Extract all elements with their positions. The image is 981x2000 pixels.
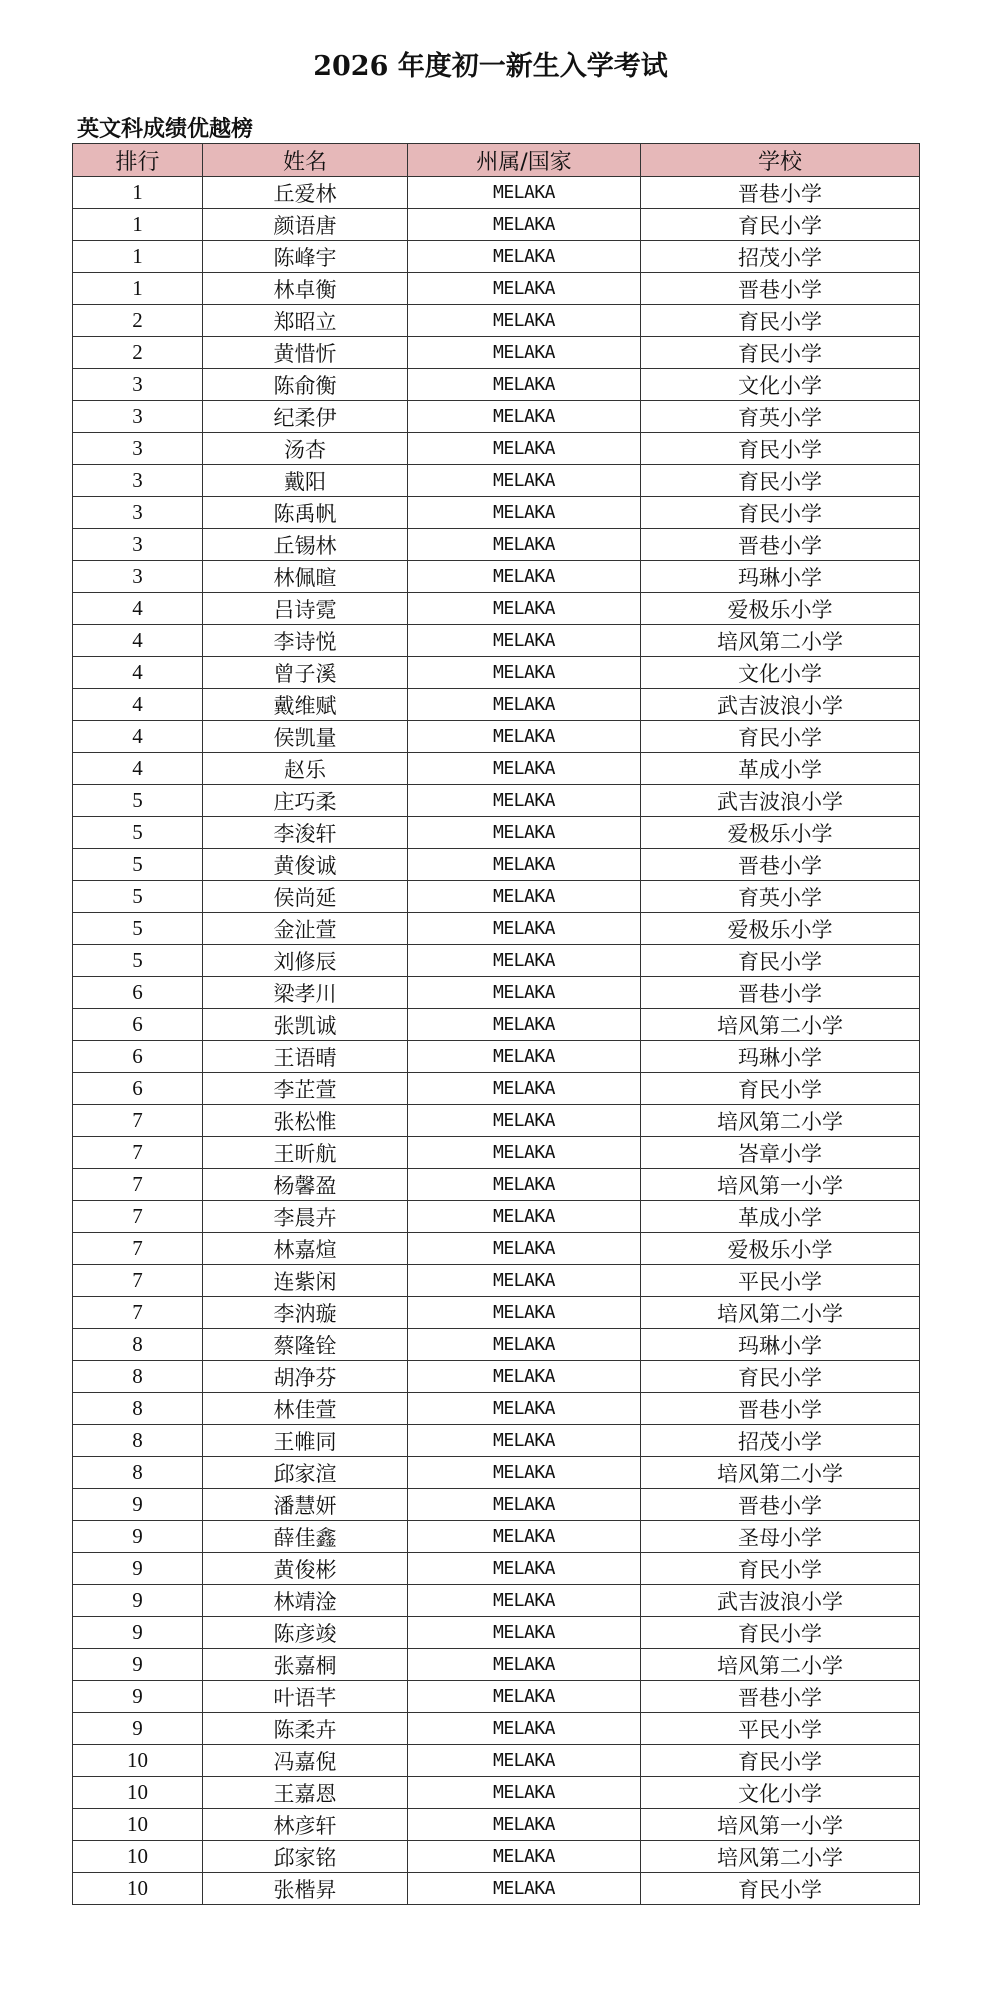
rank-cell: 4 xyxy=(73,721,203,753)
school-cell: 育民小学 xyxy=(641,209,920,241)
state-cell: MELAKA xyxy=(408,465,641,497)
school-cell: 招茂小学 xyxy=(641,241,920,273)
rank-cell: 4 xyxy=(73,753,203,785)
name-cell: 金沚萱 xyxy=(203,913,408,945)
header-rank: 排行 xyxy=(73,144,203,177)
table-row xyxy=(73,1649,920,1681)
rank-cell: 9 xyxy=(73,1553,203,1585)
state-cell: MELAKA xyxy=(408,913,641,945)
name-cell: 汤杏 xyxy=(203,433,408,465)
name-cell: 杨馨盈 xyxy=(203,1169,408,1201)
name-cell: 林佳萱 xyxy=(203,1393,408,1425)
table-row xyxy=(73,721,920,753)
school-cell: 育民小学 xyxy=(641,433,920,465)
name-cell: 张嘉桐 xyxy=(203,1649,408,1681)
header-school: 学校 xyxy=(641,144,920,177)
table-row xyxy=(73,1361,920,1393)
name-cell: 陈柔卉 xyxy=(203,1713,408,1745)
state-cell: MELAKA xyxy=(408,1105,641,1137)
rank-cell: 1 xyxy=(73,273,203,305)
table-row xyxy=(73,1041,920,1073)
state-cell: MELAKA xyxy=(408,1073,641,1105)
table-header-row xyxy=(73,144,920,177)
name-cell: 陈俞衡 xyxy=(203,369,408,401)
table-row xyxy=(73,1393,920,1425)
table-row xyxy=(73,689,920,721)
table-row xyxy=(73,1841,920,1873)
rank-cell: 2 xyxy=(73,337,203,369)
rank-cell: 10 xyxy=(73,1745,203,1777)
name-cell: 赵乐 xyxy=(203,753,408,785)
name-cell: 张松惟 xyxy=(203,1105,408,1137)
school-cell: 爱极乐小学 xyxy=(641,1233,920,1265)
state-cell: MELAKA xyxy=(408,945,641,977)
rank-cell: 1 xyxy=(73,241,203,273)
state-cell: MELAKA xyxy=(408,1361,641,1393)
name-cell: 曾子溪 xyxy=(203,657,408,689)
name-cell: 黄俊彬 xyxy=(203,1553,408,1585)
name-cell: 侯尚延 xyxy=(203,881,408,913)
name-cell: 王嘉恩 xyxy=(203,1777,408,1809)
state-cell: MELAKA xyxy=(408,337,641,369)
name-cell: 丘锡林 xyxy=(203,529,408,561)
table-row xyxy=(73,1297,920,1329)
table-row xyxy=(73,529,920,561)
school-cell: 晋巷小学 xyxy=(641,1681,920,1713)
rank-cell: 4 xyxy=(73,689,203,721)
state-cell: MELAKA xyxy=(408,881,641,913)
rank-cell: 9 xyxy=(73,1489,203,1521)
name-cell: 侯凯量 xyxy=(203,721,408,753)
table-row xyxy=(73,977,920,1009)
name-cell: 吕诗霓 xyxy=(203,593,408,625)
page-title: 2026 年度初一新生入学考试 xyxy=(313,51,668,82)
school-cell: 培风第二小学 xyxy=(641,1105,920,1137)
school-cell: 文化小学 xyxy=(641,1777,920,1809)
state-cell: MELAKA xyxy=(408,1425,641,1457)
rank-cell: 10 xyxy=(73,1809,203,1841)
state-cell: MELAKA xyxy=(408,497,641,529)
table-row xyxy=(73,625,920,657)
state-cell: MELAKA xyxy=(408,529,641,561)
school-cell: 培风第二小学 xyxy=(641,1841,920,1873)
name-cell: 王语晴 xyxy=(203,1041,408,1073)
rank-cell: 6 xyxy=(73,1041,203,1073)
rank-cell: 4 xyxy=(73,625,203,657)
table-row xyxy=(73,1809,920,1841)
table-row xyxy=(73,177,920,209)
rank-cell: 1 xyxy=(73,209,203,241)
state-cell: MELAKA xyxy=(408,1585,641,1617)
state-cell: MELAKA xyxy=(408,849,641,881)
table-row xyxy=(73,1489,920,1521)
rank-cell: 7 xyxy=(73,1265,203,1297)
name-cell: 叶语芊 xyxy=(203,1681,408,1713)
rank-cell: 5 xyxy=(73,849,203,881)
state-cell: MELAKA xyxy=(408,1745,641,1777)
school-cell: 晋巷小学 xyxy=(641,529,920,561)
rank-cell: 3 xyxy=(73,465,203,497)
state-cell: MELAKA xyxy=(408,753,641,785)
rank-cell: 9 xyxy=(73,1617,203,1649)
name-cell: 刘修辰 xyxy=(203,945,408,977)
state-cell: MELAKA xyxy=(408,977,641,1009)
rank-cell: 7 xyxy=(73,1137,203,1169)
state-cell: MELAKA xyxy=(408,177,641,209)
rank-cell: 8 xyxy=(73,1457,203,1489)
table-row xyxy=(73,1009,920,1041)
header-name: 姓名 xyxy=(203,144,408,177)
rank-cell: 4 xyxy=(73,593,203,625)
state-cell: MELAKA xyxy=(408,273,641,305)
school-cell: 育英小学 xyxy=(641,401,920,433)
school-cell: 育民小学 xyxy=(641,337,920,369)
school-cell: 培风第二小学 xyxy=(641,1297,920,1329)
school-cell: 育英小学 xyxy=(641,881,920,913)
name-cell: 李浚轩 xyxy=(203,817,408,849)
state-cell: MELAKA xyxy=(408,1777,641,1809)
name-cell: 林靖淦 xyxy=(203,1585,408,1617)
table-row xyxy=(73,785,920,817)
name-cell: 邱家渲 xyxy=(203,1457,408,1489)
school-cell: 平民小学 xyxy=(641,1713,920,1745)
rank-cell: 7 xyxy=(73,1297,203,1329)
name-cell: 庄巧柔 xyxy=(203,785,408,817)
table-row xyxy=(73,753,920,785)
school-cell: 育民小学 xyxy=(641,1745,920,1777)
name-cell: 张凯诚 xyxy=(203,1009,408,1041)
table-row xyxy=(73,1425,920,1457)
rank-cell: 3 xyxy=(73,529,203,561)
name-cell: 纪柔伊 xyxy=(203,401,408,433)
table-row xyxy=(73,913,920,945)
rank-cell: 6 xyxy=(73,1009,203,1041)
rank-cell: 5 xyxy=(73,881,203,913)
rank-cell: 3 xyxy=(73,561,203,593)
school-cell: 育民小学 xyxy=(641,465,920,497)
state-cell: MELAKA xyxy=(408,1489,641,1521)
table-row xyxy=(73,497,920,529)
table-row xyxy=(73,209,920,241)
table-row xyxy=(73,1681,920,1713)
name-cell: 郑昭立 xyxy=(203,305,408,337)
school-cell: 爱极乐小学 xyxy=(641,913,920,945)
table-row xyxy=(73,305,920,337)
state-cell: MELAKA xyxy=(408,1009,641,1041)
state-cell: MELAKA xyxy=(408,433,641,465)
school-cell: 革成小学 xyxy=(641,1201,920,1233)
name-cell: 陈峰宇 xyxy=(203,241,408,273)
table-row xyxy=(73,1201,920,1233)
school-cell: 培风第二小学 xyxy=(641,625,920,657)
rank-cell: 1 xyxy=(73,177,203,209)
name-cell: 黄俊诚 xyxy=(203,849,408,881)
school-cell: 玛琳小学 xyxy=(641,1041,920,1073)
rank-cell: 9 xyxy=(73,1521,203,1553)
rank-cell: 4 xyxy=(73,657,203,689)
state-cell: MELAKA xyxy=(408,721,641,753)
name-cell: 潘慧妍 xyxy=(203,1489,408,1521)
school-cell: 育民小学 xyxy=(641,305,920,337)
state-cell: MELAKA xyxy=(408,1201,641,1233)
table-row xyxy=(73,945,920,977)
state-cell: MELAKA xyxy=(408,1649,641,1681)
table-row xyxy=(73,369,920,401)
school-cell: 峇章小学 xyxy=(641,1137,920,1169)
name-cell: 李汭璇 xyxy=(203,1297,408,1329)
name-cell: 陈彦竣 xyxy=(203,1617,408,1649)
school-cell: 育民小学 xyxy=(641,1361,920,1393)
school-cell: 培风第一小学 xyxy=(641,1809,920,1841)
school-cell: 育民小学 xyxy=(641,1073,920,1105)
state-cell: MELAKA xyxy=(408,241,641,273)
table-row xyxy=(73,1137,920,1169)
table-row xyxy=(73,465,920,497)
rank-cell: 9 xyxy=(73,1681,203,1713)
state-cell: MELAKA xyxy=(408,1873,641,1905)
rank-cell: 3 xyxy=(73,433,203,465)
state-cell: MELAKA xyxy=(408,401,641,433)
state-cell: MELAKA xyxy=(408,1169,641,1201)
table-row xyxy=(73,1169,920,1201)
name-cell: 林嘉煊 xyxy=(203,1233,408,1265)
table-row xyxy=(73,273,920,305)
table-row xyxy=(73,401,920,433)
name-cell: 黄惜忻 xyxy=(203,337,408,369)
table-row xyxy=(73,1521,920,1553)
list-subtitle: 英文科成绩优越榜 xyxy=(77,117,254,142)
school-cell: 晋巷小学 xyxy=(641,273,920,305)
table-row xyxy=(73,1617,920,1649)
state-cell: MELAKA xyxy=(408,1233,641,1265)
rank-cell: 8 xyxy=(73,1361,203,1393)
state-cell: MELAKA xyxy=(408,1713,641,1745)
school-cell: 玛琳小学 xyxy=(641,561,920,593)
state-cell: MELAKA xyxy=(408,1521,641,1553)
state-cell: MELAKA xyxy=(408,305,641,337)
name-cell: 李芷萱 xyxy=(203,1073,408,1105)
table-row xyxy=(73,1777,920,1809)
name-cell: 张楷昇 xyxy=(203,1873,408,1905)
state-cell: MELAKA xyxy=(408,561,641,593)
school-cell: 育民小学 xyxy=(641,1873,920,1905)
state-cell: MELAKA xyxy=(408,1841,641,1873)
rank-cell: 2 xyxy=(73,305,203,337)
school-cell: 玛琳小学 xyxy=(641,1329,920,1361)
name-cell: 戴维赋 xyxy=(203,689,408,721)
state-cell: MELAKA xyxy=(408,1617,641,1649)
state-cell: MELAKA xyxy=(408,369,641,401)
school-cell: 武吉波浪小学 xyxy=(641,785,920,817)
school-cell: 圣母小学 xyxy=(641,1521,920,1553)
table-row xyxy=(73,337,920,369)
rank-cell: 9 xyxy=(73,1713,203,1745)
school-cell: 招茂小学 xyxy=(641,1425,920,1457)
table-row xyxy=(73,433,920,465)
name-cell: 蔡隆铨 xyxy=(203,1329,408,1361)
name-cell: 李晨卉 xyxy=(203,1201,408,1233)
name-cell: 陈禹帆 xyxy=(203,497,408,529)
name-cell: 冯嘉倪 xyxy=(203,1745,408,1777)
state-cell: MELAKA xyxy=(408,209,641,241)
school-cell: 武吉波浪小学 xyxy=(641,1585,920,1617)
state-cell: MELAKA xyxy=(408,1681,641,1713)
rank-cell: 5 xyxy=(73,945,203,977)
name-cell: 颜语唐 xyxy=(203,209,408,241)
rank-cell: 9 xyxy=(73,1585,203,1617)
school-cell: 文化小学 xyxy=(641,657,920,689)
rank-cell: 8 xyxy=(73,1393,203,1425)
school-cell: 育民小学 xyxy=(641,945,920,977)
name-cell: 胡净芬 xyxy=(203,1361,408,1393)
table-row xyxy=(73,817,920,849)
state-cell: MELAKA xyxy=(408,689,641,721)
state-cell: MELAKA xyxy=(408,1553,641,1585)
state-cell: MELAKA xyxy=(408,1137,641,1169)
state-cell: MELAKA xyxy=(408,1329,641,1361)
table-row xyxy=(73,1457,920,1489)
school-cell: 晋巷小学 xyxy=(641,977,920,1009)
state-cell: MELAKA xyxy=(408,1041,641,1073)
rank-cell: 8 xyxy=(73,1329,203,1361)
school-cell: 育民小学 xyxy=(641,1617,920,1649)
table-row xyxy=(73,1585,920,1617)
state-cell: MELAKA xyxy=(408,657,641,689)
table-row xyxy=(73,657,920,689)
name-cell: 王帷同 xyxy=(203,1425,408,1457)
table-row xyxy=(73,849,920,881)
rank-cell: 10 xyxy=(73,1841,203,1873)
rank-cell: 5 xyxy=(73,913,203,945)
name-cell: 梁孝川 xyxy=(203,977,408,1009)
state-cell: MELAKA xyxy=(408,625,641,657)
table-row xyxy=(73,881,920,913)
state-cell: MELAKA xyxy=(408,1265,641,1297)
rank-cell: 10 xyxy=(73,1777,203,1809)
table-row xyxy=(73,241,920,273)
table-row xyxy=(73,1873,920,1905)
school-cell: 育民小学 xyxy=(641,721,920,753)
state-cell: MELAKA xyxy=(408,785,641,817)
state-cell: MELAKA xyxy=(408,593,641,625)
rank-cell: 10 xyxy=(73,1873,203,1905)
rank-cell: 7 xyxy=(73,1233,203,1265)
header-state: 州属/国家 xyxy=(408,144,641,177)
school-cell: 武吉波浪小学 xyxy=(641,689,920,721)
table-row xyxy=(73,1713,920,1745)
table-row xyxy=(73,1329,920,1361)
school-cell: 晋巷小学 xyxy=(641,1489,920,1521)
name-cell: 戴阳 xyxy=(203,465,408,497)
state-cell: MELAKA xyxy=(408,1457,641,1489)
ranking-table xyxy=(72,143,920,1905)
name-cell: 林佩暄 xyxy=(203,561,408,593)
rank-cell: 9 xyxy=(73,1649,203,1681)
school-cell: 培风第二小学 xyxy=(641,1009,920,1041)
rank-cell: 3 xyxy=(73,369,203,401)
school-cell: 培风第二小学 xyxy=(641,1457,920,1489)
rank-cell: 3 xyxy=(73,401,203,433)
table-row xyxy=(73,1105,920,1137)
state-cell: MELAKA xyxy=(408,1393,641,1425)
table-row xyxy=(73,1233,920,1265)
school-cell: 爱极乐小学 xyxy=(641,817,920,849)
rank-cell: 6 xyxy=(73,1073,203,1105)
state-cell: MELAKA xyxy=(408,1809,641,1841)
rank-cell: 7 xyxy=(73,1169,203,1201)
rank-cell: 5 xyxy=(73,817,203,849)
name-cell: 李诗悦 xyxy=(203,625,408,657)
school-cell: 培风第二小学 xyxy=(641,1649,920,1681)
rank-cell: 5 xyxy=(73,785,203,817)
rank-cell: 7 xyxy=(73,1105,203,1137)
name-cell: 林彦轩 xyxy=(203,1809,408,1841)
name-cell: 邱家铭 xyxy=(203,1841,408,1873)
state-cell: MELAKA xyxy=(408,817,641,849)
school-cell: 革成小学 xyxy=(641,753,920,785)
table-row xyxy=(73,1073,920,1105)
school-cell: 育民小学 xyxy=(641,1553,920,1585)
name-cell: 薛佳鑫 xyxy=(203,1521,408,1553)
school-cell: 爱极乐小学 xyxy=(641,593,920,625)
state-cell: MELAKA xyxy=(408,1297,641,1329)
rank-cell: 3 xyxy=(73,497,203,529)
name-cell: 王昕航 xyxy=(203,1137,408,1169)
rank-cell: 6 xyxy=(73,977,203,1009)
school-cell: 育民小学 xyxy=(641,497,920,529)
school-cell: 平民小学 xyxy=(641,1265,920,1297)
school-cell: 晋巷小学 xyxy=(641,177,920,209)
school-cell: 文化小学 xyxy=(641,369,920,401)
rank-cell: 7 xyxy=(73,1201,203,1233)
table-row xyxy=(73,1745,920,1777)
table-row xyxy=(73,593,920,625)
school-cell: 培风第一小学 xyxy=(641,1169,920,1201)
table-body xyxy=(73,177,920,1905)
rank-cell: 8 xyxy=(73,1425,203,1457)
school-cell: 晋巷小学 xyxy=(641,849,920,881)
table-row xyxy=(73,561,920,593)
table-row xyxy=(73,1265,920,1297)
name-cell: 丘爱林 xyxy=(203,177,408,209)
school-cell: 晋巷小学 xyxy=(641,1393,920,1425)
table-row xyxy=(73,1553,920,1585)
name-cell: 连紫闲 xyxy=(203,1265,408,1297)
name-cell: 林卓衡 xyxy=(203,273,408,305)
